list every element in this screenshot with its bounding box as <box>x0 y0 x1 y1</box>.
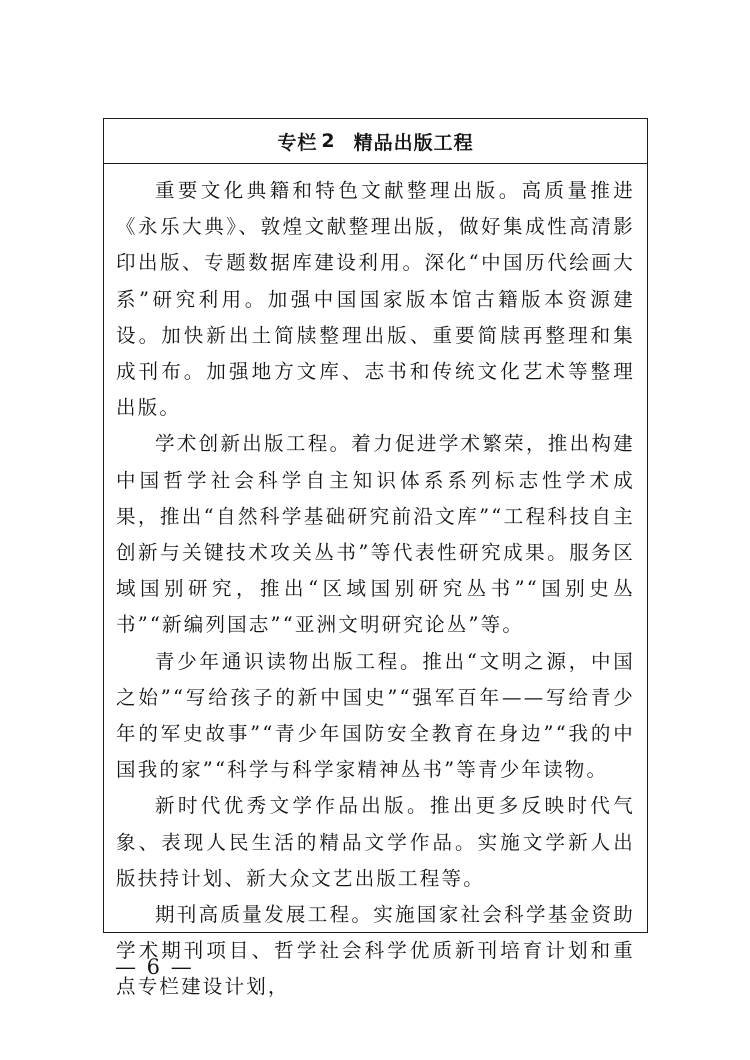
paragraph-lead: 期刊高质量发展工程。 <box>155 903 374 927</box>
column-title-text: 精品出版工程 <box>353 131 474 154</box>
paragraph-body: 推出更多反映时代气象、表现人民生活的精品文学作品。实施文学新人出版扶持计划、新大众文艺出版工程等。 <box>116 794 635 890</box>
paragraph-classics <box>116 173 635 426</box>
paragraph-journals <box>116 897 635 1006</box>
paragraph-lead: 学术创新出版工程。 <box>155 432 352 456</box>
column-title-prefix: 专栏 <box>277 131 318 154</box>
page-number: — 6 — <box>115 955 194 979</box>
paragraph-body: 着力促进学术繁荣，推出构建中国哲学社会科学自主知识体系系列标志性学术成果，推出“自然科学基础研究前沿文库”“工程科技自主创新与关键技术攻关丛书”等代表性研究成果。服务区域国别研究，推出“区域国别研究丛书”“国别史丛书”“新编列国志”“亚洲文明研究论丛”等。 <box>116 432 635 637</box>
column-header <box>104 119 647 164</box>
column-box <box>103 118 648 999</box>
paragraph-lead: 重要文化典籍和特色文献整理出版。 <box>155 179 522 202</box>
paragraph-academic <box>116 426 635 643</box>
paragraph-body: 推出“文明之源，中国之始”“写给孩子的新中国史”“强军百年——写给青少年的军史故事”“青少年国防安全教育在身边”“我的中国我的家”“科学与科学家精神丛书”等青少年读物。 <box>116 649 635 782</box>
column-title-number: 2 <box>321 130 336 152</box>
paragraph-body: 实施国家社会科学基金资助学术期刊项目、哲学社会科学优质新刊培育计划和重点专栏建设计划， <box>116 903 635 999</box>
paragraph-literature <box>116 788 635 897</box>
paragraph-lead: 新时代优秀文学作品出版。 <box>155 794 430 818</box>
column-content <box>104 164 647 1006</box>
paragraph-body: 高质量推进《永乐大典》、敦煌文献整理出版，做好集成性高清影印出版、专题数据库建设利用。深化“中国历代绘画大系”研究利用。加强中国国家版本馆古籍版本资源建设。加快新出土简牍整理出版、重要简牍再整理和集成刊布。加强地方文库、志书和传统文化艺术等整理出版。 <box>116 179 635 420</box>
paragraph-youth <box>116 644 635 789</box>
paragraph-lead: 青少年通识读物出版工程。 <box>155 649 423 673</box>
